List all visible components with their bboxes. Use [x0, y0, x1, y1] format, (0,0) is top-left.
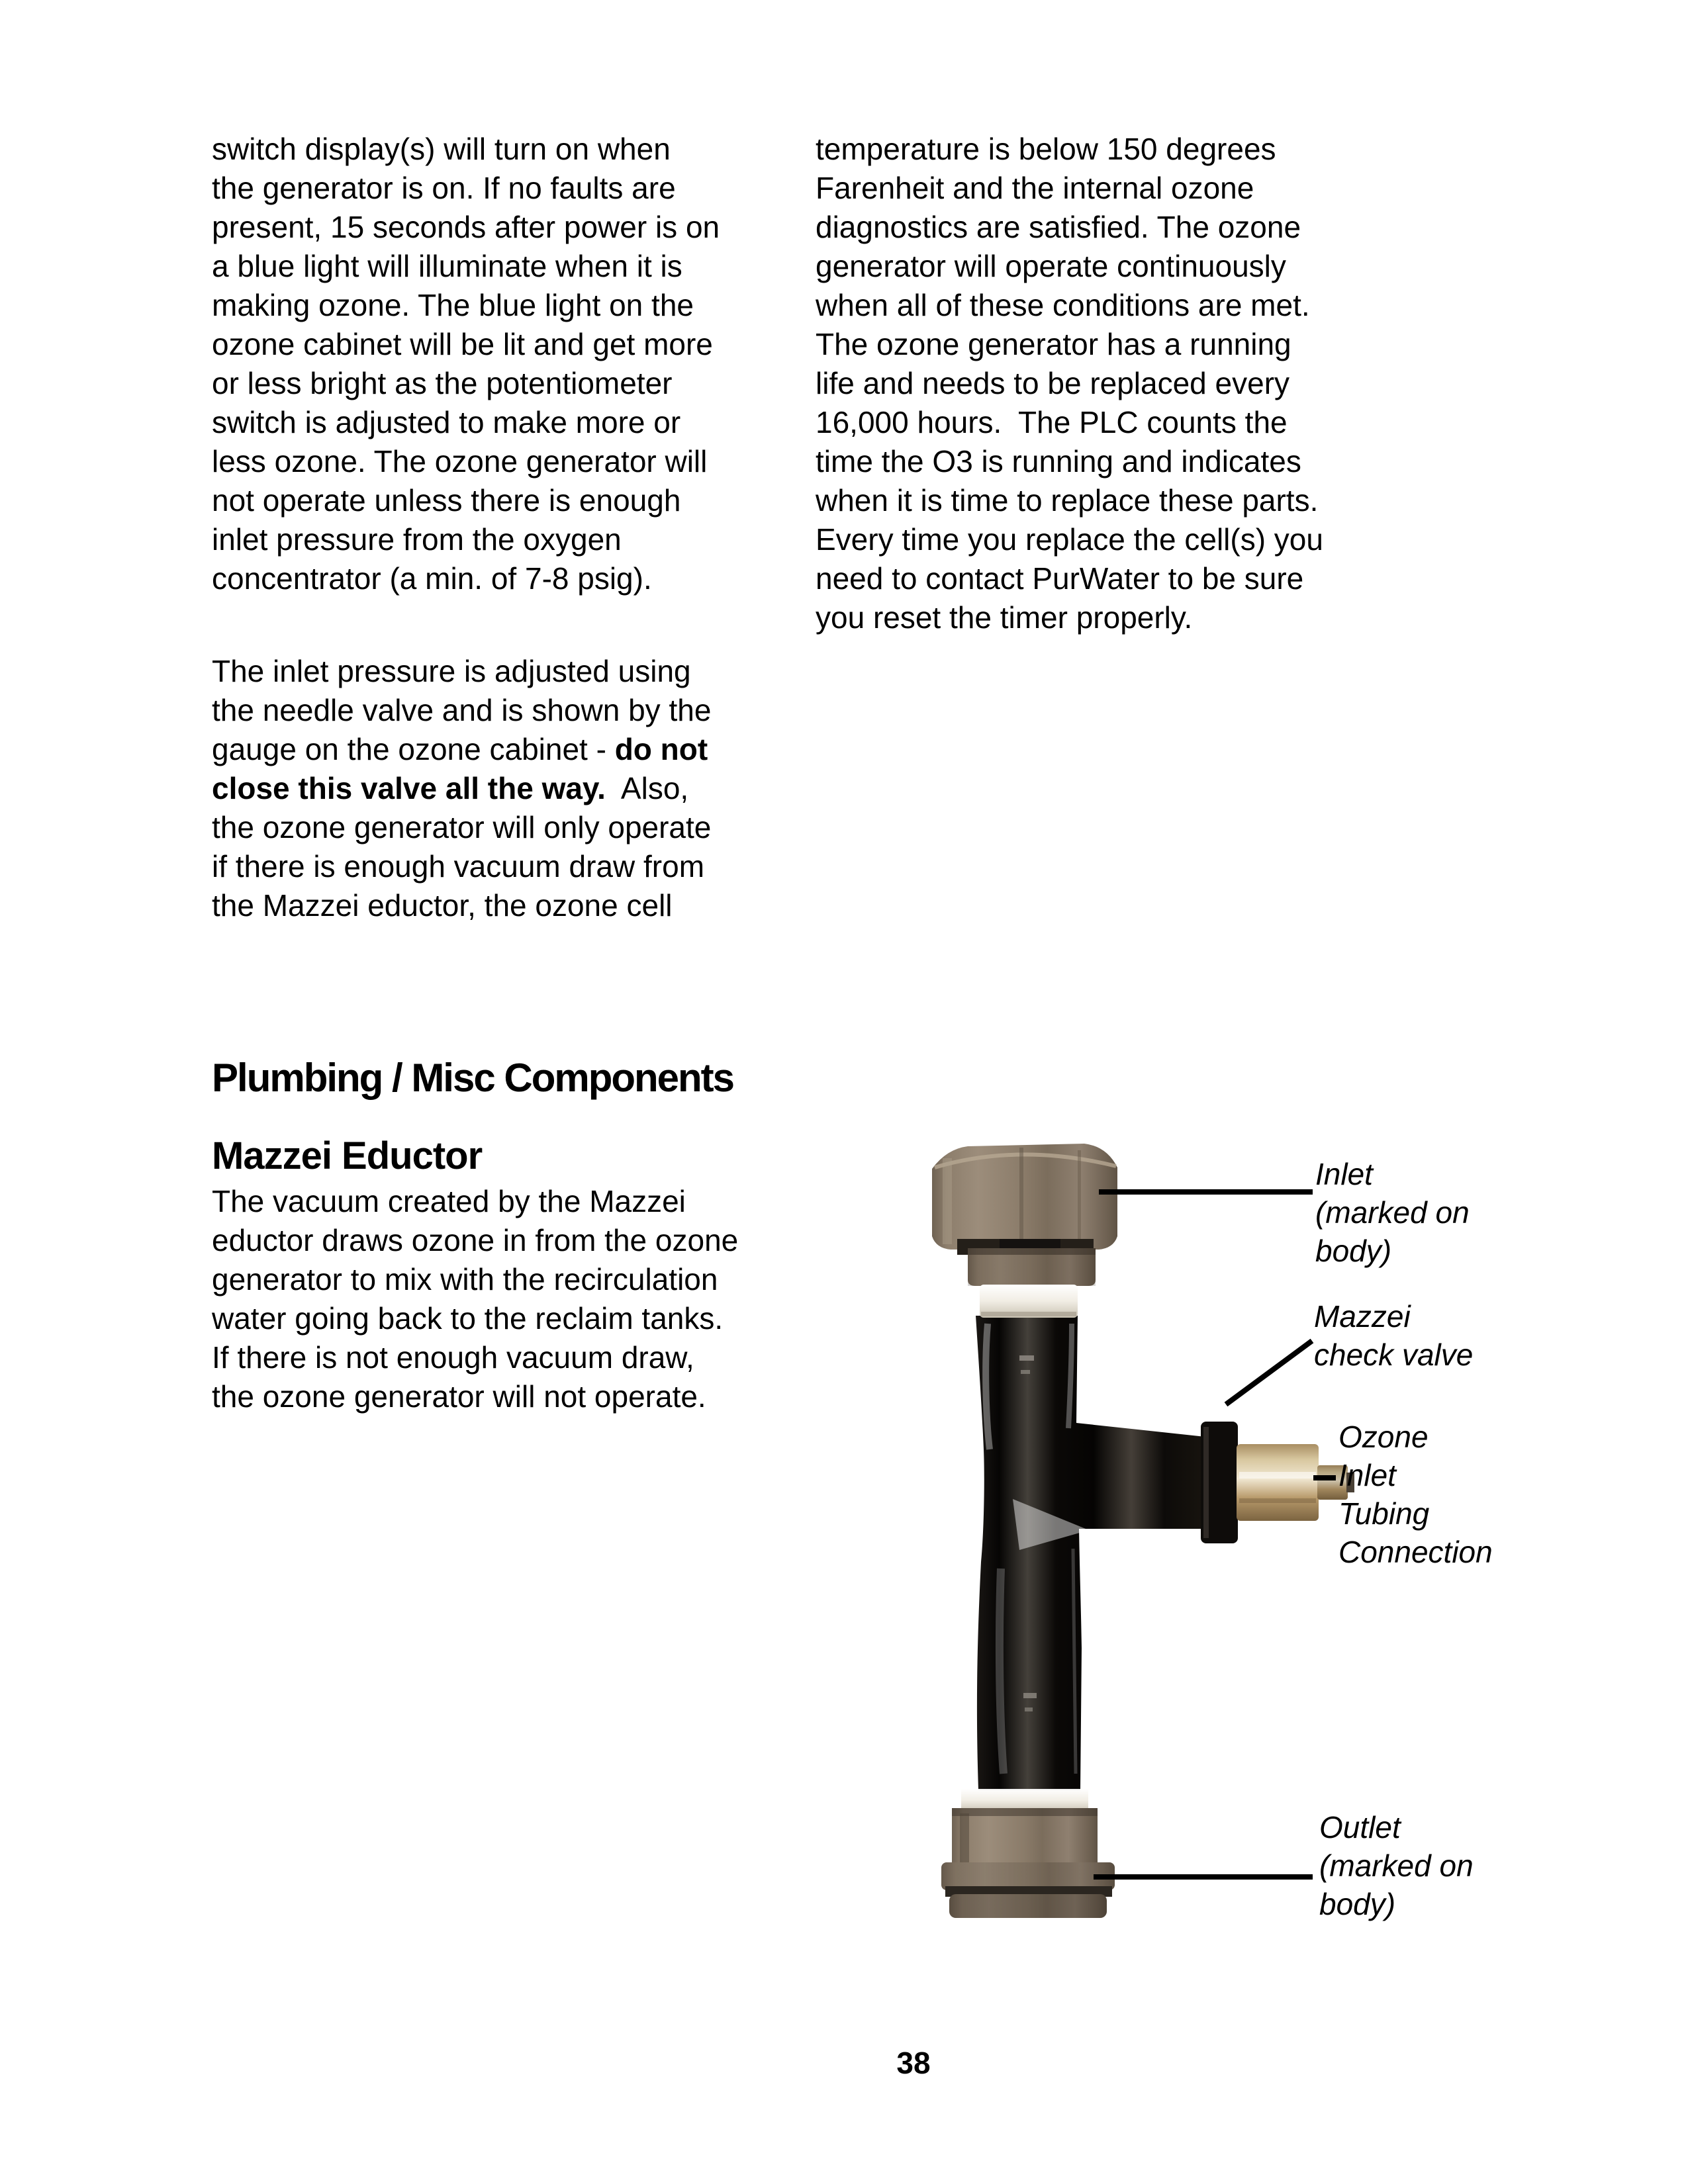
text-line: water going back to the reclaim tanks. — [212, 1301, 724, 1336]
text-line: you reset the timer properly. — [816, 600, 1193, 635]
text-line: less ozone. The ozone generator will — [212, 444, 708, 478]
text-line: The inlet pressure is adjusted using — [212, 654, 691, 688]
text-line: the generator is on. If no faults are — [212, 171, 676, 205]
figure-label-line: (marked on — [1319, 1848, 1474, 1883]
figure-label-line: Outlet — [1319, 1810, 1401, 1844]
figure-label-line: (marked on — [1315, 1195, 1470, 1230]
text-line: the needle valve and is shown by the — [212, 693, 712, 727]
text-line: generator will operate continuously — [816, 249, 1286, 283]
text-line: The vacuum created by the Mazzei — [212, 1184, 686, 1218]
text-line: gauge on the ozone cabinet - do not — [212, 732, 708, 766]
text-line: when it is time to replace these parts. — [816, 483, 1319, 518]
text-line: when all of these conditions are met. — [816, 288, 1310, 322]
page-number: 38 — [896, 2046, 931, 2080]
figure-label-line: Inlet — [1315, 1157, 1373, 1191]
paragraph — [212, 1182, 808, 1416]
text-line: diagnostics are satisfied. The ozone — [816, 210, 1301, 244]
figure-label-line: check valve — [1314, 1338, 1474, 1372]
text-line: making ozone. The blue light on the — [212, 288, 694, 322]
text-line: a blue light will illuminate when it is — [212, 249, 682, 283]
text-line: switch display(s) will turn on when — [212, 132, 671, 166]
text-line: not operate unless there is enough — [212, 483, 681, 518]
text-line: 16,000 hours. The PLC counts the — [816, 405, 1288, 439]
text-line: life and needs to be replaced every — [816, 366, 1290, 400]
text-line: time the O3 is running and indicates — [816, 444, 1301, 478]
text-line: the ozone generator will only operate — [212, 810, 712, 844]
text-line: temperature is below 150 degrees — [816, 132, 1276, 166]
text-line: or less bright as the potentiometer — [212, 366, 673, 400]
text-line: the Mazzei eductor, the ozone cell — [212, 888, 673, 923]
text-line: need to contact PurWater to be sure — [816, 561, 1304, 596]
figure-label-line: Ozone — [1338, 1420, 1429, 1454]
text-line: eductor draws ozone in from the ozone — [212, 1223, 739, 1257]
paragraph — [212, 130, 794, 598]
figure-label-line: Connection — [1338, 1535, 1493, 1569]
section-heading: Plumbing / Misc Components — [212, 1056, 734, 1100]
text-line: close this valve all the way. Also, — [212, 771, 689, 805]
left-text-column — [212, 130, 794, 925]
figure-label-line: body) — [1319, 1887, 1396, 1921]
figure-label-inlet — [1315, 1155, 1470, 1270]
figure-label-check-valve — [1314, 1297, 1473, 1374]
text-line: The ozone generator has a running — [816, 327, 1291, 361]
text-line: inlet pressure from the oxygen — [212, 522, 622, 557]
paragraph — [212, 652, 794, 925]
text-line: if there is enough vacuum draw from — [212, 849, 705, 884]
subsection-heading: Mazzei Eductor — [212, 1134, 483, 1177]
figure-label-line: Tubing — [1338, 1496, 1430, 1531]
text-line: generator to mix with the recirculation — [212, 1262, 718, 1297]
text-line: ozone cabinet will be lit and get more — [212, 327, 713, 361]
text-line: If there is not enough vacuum draw, — [212, 1340, 694, 1375]
figure-label-ozone-inlet — [1338, 1418, 1493, 1571]
figure-label-line: Inlet — [1338, 1458, 1396, 1492]
mazzei-eductor-photo — [920, 1138, 1357, 1926]
figure-label-outlet — [1319, 1808, 1474, 1923]
figure-label-line: Mazzei — [1314, 1299, 1411, 1334]
paragraph — [816, 130, 1398, 637]
text-line: the ozone generator will not operate. — [212, 1379, 706, 1414]
text-line: concentrator (a min. of 7-8 psig). — [212, 561, 652, 596]
text-line: Farenheit and the internal ozone — [816, 171, 1254, 205]
text-line: switch is adjusted to make more or — [212, 405, 681, 439]
mazzei-eductor-paragraph — [212, 1182, 808, 1416]
text-line: Every time you replace the cell(s) you — [816, 522, 1323, 557]
right-text-column — [816, 130, 1398, 637]
figure-label-line: body) — [1315, 1234, 1392, 1268]
text-line: present, 15 seconds after power is on — [212, 210, 720, 244]
